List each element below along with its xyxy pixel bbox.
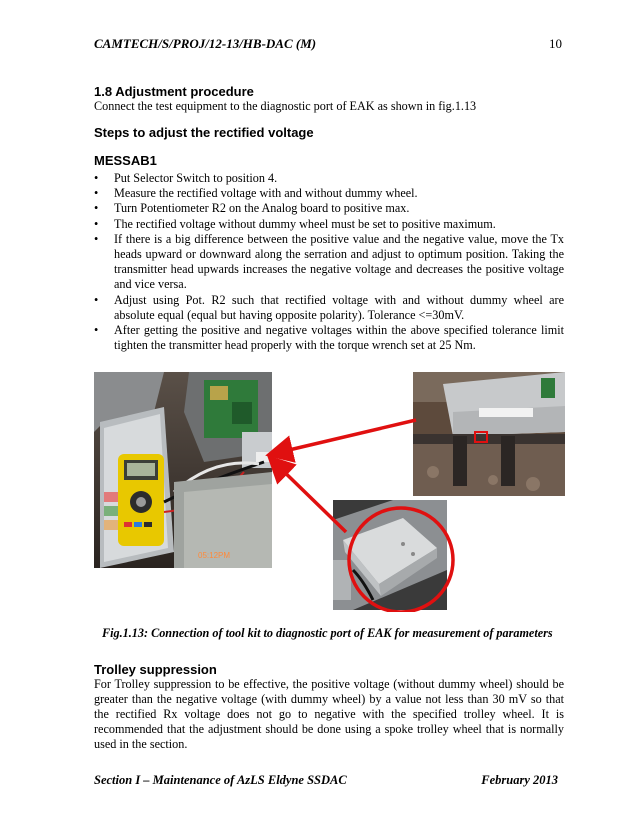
bullet-icon: • xyxy=(94,186,99,201)
photo-timestamp: 05:12PM xyxy=(198,551,231,560)
bullet-icon: • xyxy=(94,231,99,246)
bullet-icon: • xyxy=(94,216,99,231)
trolley-paragraph: For Trolley suppression to be effective, the positive voltage (without dummy wheel) should be greater than the negative voltage (with dummy wheel) by a value not less than 30 mV so that the rectified Rx voltage does not go to negative with the specified trolley wheel. It is recommended that the adjustment should be done using a spoke trolley wheel that is normally used in the section. xyxy=(94,677,564,751)
list-item: • The rectified voltage without dummy wheel must be set to positive maximum. xyxy=(94,216,496,231)
list-item: • Put Selector Switch to position 4. xyxy=(94,171,278,185)
page-footer xyxy=(94,773,564,788)
page-header xyxy=(94,36,562,52)
list-item: • After getting the positive and negative voltages within the above specified tolerance limit tighten the transmitter head properly with the torque wrench set at 25 Nm. xyxy=(94,323,564,353)
arrow-from-closeup xyxy=(272,460,346,532)
trolley-heading: Trolley suppression xyxy=(94,662,217,677)
footer-date: February 2013 xyxy=(481,773,558,787)
steps-list xyxy=(94,171,564,353)
list-item: • Measure the rectified voltage with and without dummy wheel. xyxy=(94,186,418,201)
steps-heading: Steps to adjust the rectified voltage xyxy=(94,125,314,140)
messab-heading: MESSAB1 xyxy=(94,153,157,168)
list-item: • Turn Potentiometer R2 on the Analog board to positive max. xyxy=(94,201,410,216)
document-id: CAMTECH/S/PROJ/12-13/HB-DAC (M) xyxy=(94,36,317,51)
callout-arrows xyxy=(94,372,566,612)
list-item: • If there is a big difference between the positive value and the negative value, move the Tx heads upward or downward along the serration and adjust to optimum position. Taking the transmitter head upwards increases the negative voltage and decreases the positive voltage and vice versa. xyxy=(94,231,564,292)
arrow-to-port xyxy=(272,420,416,454)
section-intro: Connect the test equipment to the diagnostic port of EAK as shown in fig.1.13 xyxy=(94,99,477,113)
list-item: • Adjust using Pot. R2 such that rectified voltage with and without dummy wheel are absolute equal (equal but having opposite polarity). Tolerance <=30mV. xyxy=(94,292,564,322)
footer-section: Section I – Maintenance of AzLS Eldyne SSDAC xyxy=(94,773,347,787)
figure-caption: Fig.1.13: Connection of tool kit to diagnostic port of EAK for measurement of parameters xyxy=(102,626,553,640)
bullet-icon: • xyxy=(94,292,99,307)
bullet-icon: • xyxy=(94,201,99,216)
page-number: 10 xyxy=(549,36,562,51)
highlight-circle xyxy=(349,508,453,612)
bullet-icon: • xyxy=(94,323,99,338)
highlight-box xyxy=(475,432,487,442)
section-heading: 1.8 Adjustment procedure xyxy=(94,84,254,99)
bullet-icon: • xyxy=(94,171,99,185)
